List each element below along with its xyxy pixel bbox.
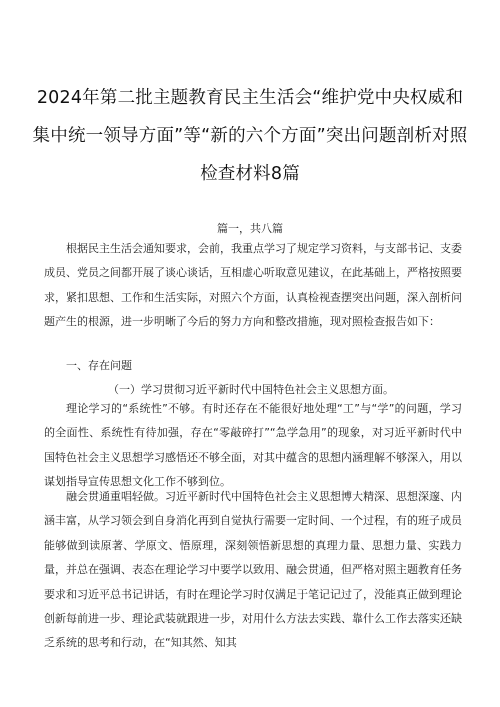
document-title-line-3: 检查材料8篇	[200, 164, 300, 184]
subsection-heading: （一）学习贯彻习近平新时代中国特色社会主义思想方面。	[108, 383, 394, 396]
document-title-line-2: 集中统一领导方面”等“新的六个方面”突出问题剖析对照	[32, 126, 468, 146]
intro-paragraph: 根据民主生活会通知要求，会前，我重点学习了规定学习资料，与支部书记、支委成员、党员之间都开展了谈心谈话，互相虚心听取意见建议，在此基础上，严格按照要求，紧扣思想、工作和生活实际，对照六个方面，认真检视查摆突出问题，深入剖析问题产生的根源，进一步明晰了今后的努力方向和整改措施，现对照检查报告如下：	[44, 242, 462, 329]
paragraph-theory-study: 理论学习的“系统性”不够。有时还存在不能很好地处理“工”与“学”的问题，学习的全面性、系统性有待加强，存在“零敲碎打”“急学急用”的现象，对习近平新时代中国特色社会主义思想学习感悟还不够全面，对其中蕴含的思想内涵理解不够深入，用以谋划指导宣传思想文化工作不够到位。	[44, 402, 462, 489]
part-label: 篇一，共八篇	[217, 222, 283, 235]
section-heading: 一、存在问题	[66, 359, 132, 372]
document-title-line-1: 2024年第二批主题教育民主生活会“维护党中央权威和	[36, 88, 464, 108]
paragraph-integration: 融会贯通重唱轻做。习近平新时代中国特色社会主义思想博大精深、思想深邃、内涵丰富，从学习领会到自身消化再到自觉执行需要一定时间、一个过程，有的班子成员能够做到读原著、学原文、悟原理，深刻领悟新思想的真理力量、思想力量、实践力量，并总在强调、表态在理论学习中要学以致用、融会贯通，但严格对照主题教育任务要求和习近平总书记讲话，有时在理论学习时仅满足于笔记记过了，没能真正做到理论创新每前进一步、理论武装就跟进一步，对用什么方法去实践、靠什么工作去落实还缺乏系统的思考和行动，在“知其然、知其	[44, 490, 462, 650]
